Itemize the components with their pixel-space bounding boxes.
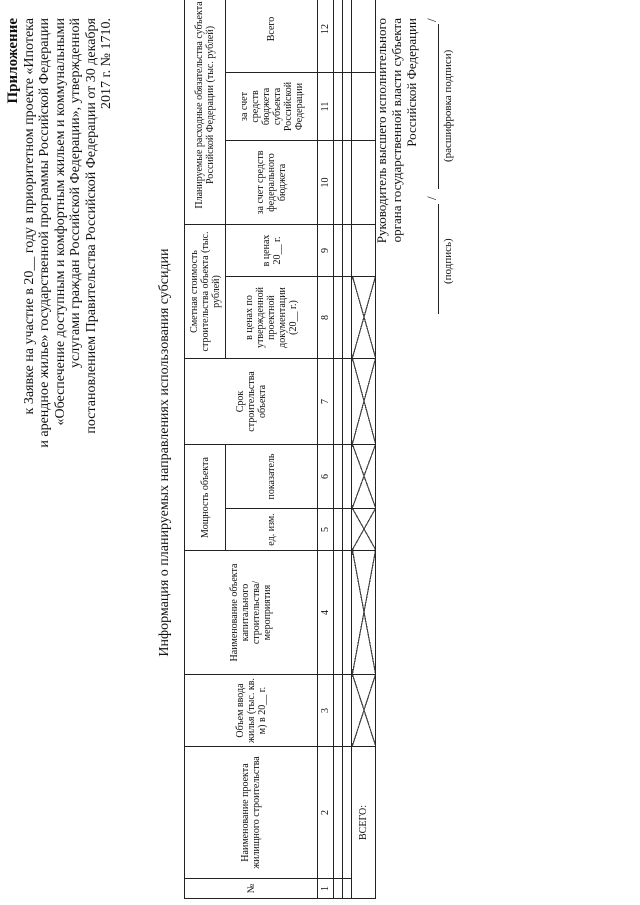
crossed-cell xyxy=(352,509,376,551)
header-term: Срок строительства объекта xyxy=(185,358,318,444)
table-cell xyxy=(343,140,352,224)
signature-line: Руководитель высшего исполнительного xyxy=(374,18,389,244)
table-row xyxy=(334,0,343,899)
table-row xyxy=(343,0,352,899)
col-number: 7 xyxy=(318,358,334,444)
header-unit: ед. изм. xyxy=(226,509,318,551)
table-cell xyxy=(343,276,352,358)
appendix-title: Приложение xyxy=(5,18,21,104)
table-cell xyxy=(334,358,343,444)
header-indicator: показатель xyxy=(226,444,318,508)
table-cell xyxy=(343,224,352,276)
col-number: 8 xyxy=(318,276,334,358)
col-number: 6 xyxy=(318,444,334,508)
col-number: 12 xyxy=(318,0,334,72)
crossed-cell xyxy=(352,551,376,675)
sign-caption: (подпись) xyxy=(442,238,454,284)
table-cell xyxy=(334,509,343,551)
col-number: 2 xyxy=(318,747,334,879)
col-number: 1 xyxy=(318,879,334,899)
table-title: Информация о планируемых направлениях использования субсидии xyxy=(157,248,172,657)
header-capacity: Мощность объекта xyxy=(185,444,226,550)
table-cell xyxy=(343,675,352,747)
header-cost-year: в ценах 20__ г. xyxy=(226,224,318,276)
table-cell xyxy=(343,879,352,899)
table-cell xyxy=(343,0,352,72)
header-expenses: Планируемые расходные обязательства субъекта Российской Федерации (тыс. рублей) xyxy=(185,0,226,224)
appendix-line: 2017 г. № 1710. xyxy=(99,18,114,110)
table-cell xyxy=(334,879,343,899)
table-cell xyxy=(343,551,352,675)
appendix-block xyxy=(6,18,115,498)
table-cell xyxy=(343,358,352,444)
table-cell xyxy=(334,444,343,508)
col-number: 11 xyxy=(318,72,334,140)
slash-mark: / xyxy=(424,196,439,200)
header-total: Всего xyxy=(226,0,318,72)
table-cell xyxy=(334,675,343,747)
table-cell xyxy=(352,224,376,276)
table-cell xyxy=(334,747,343,879)
crossed-cell xyxy=(352,276,376,358)
appendix-line: «Обеспечение доступным и комфортным жильем и коммунальными xyxy=(52,18,68,426)
appendix-line: и арендное жилье» государственной программы Российской Федерации xyxy=(37,18,52,448)
col-number: 3 xyxy=(318,675,334,747)
col-number: 9 xyxy=(318,224,334,276)
header-project: Наименование проекта жилищного строительства xyxy=(185,747,318,879)
table-cell xyxy=(343,444,352,508)
col-number: 4 xyxy=(318,551,334,675)
signature-fields xyxy=(424,14,464,324)
table-cell xyxy=(334,72,343,140)
table-cell xyxy=(343,747,352,879)
crossed-cell xyxy=(352,675,376,747)
signature-block xyxy=(374,18,419,308)
header-row xyxy=(185,0,226,899)
header-object: Наименование объекта капитального строительства/ мероприятия xyxy=(185,551,318,675)
table-cell xyxy=(352,140,376,224)
appendix-line: услугами граждан Российской Федерации», утвержденной xyxy=(68,18,83,368)
col-number: 10 xyxy=(318,140,334,224)
table-cell xyxy=(352,0,376,72)
column-number-row xyxy=(318,0,334,899)
table-cell xyxy=(334,551,343,675)
crossed-cell xyxy=(352,358,376,444)
header-cost: Сметная стоимость строительства объекта (тыс. рублей) xyxy=(185,224,226,358)
table-cell xyxy=(352,72,376,140)
total-row xyxy=(352,0,376,899)
total-label: ВСЕГО: xyxy=(352,747,376,899)
subsidy-table xyxy=(184,0,376,899)
table-cell xyxy=(334,0,343,72)
crossed-cell xyxy=(352,444,376,508)
header-volume: Объем ввода жилья (тыс. кв. м) в 20__ г. xyxy=(185,675,318,747)
signature-line: Российской Федерации xyxy=(404,18,419,147)
slash-mark: / xyxy=(424,18,439,22)
signature-line: органа государственной власти субъекта xyxy=(389,18,404,243)
header-no: № xyxy=(185,879,318,899)
decode-underline xyxy=(438,24,439,189)
table-cell xyxy=(334,224,343,276)
appendix-line: постановлением Правительства Российской Федерации от 30 декабря xyxy=(83,18,99,434)
header-regional: за счет средств бюджета субъекта Российской Федерации xyxy=(226,72,318,140)
col-number: 5 xyxy=(318,509,334,551)
decode-caption: (расшифровка подписи) xyxy=(442,49,454,162)
signature-underline xyxy=(438,204,439,314)
table-cell xyxy=(343,509,352,551)
table-cell xyxy=(334,140,343,224)
table-cell xyxy=(343,72,352,140)
header-federal: за счет средств федерального бюджета xyxy=(226,140,318,224)
header-cost-doc: в ценах по утвержденной проектной документации (20__ г.) xyxy=(226,276,318,358)
appendix-line: к Заявке на участие в 20__ году в приоритетном проекте «Ипотека xyxy=(21,18,37,415)
table-cell xyxy=(334,276,343,358)
